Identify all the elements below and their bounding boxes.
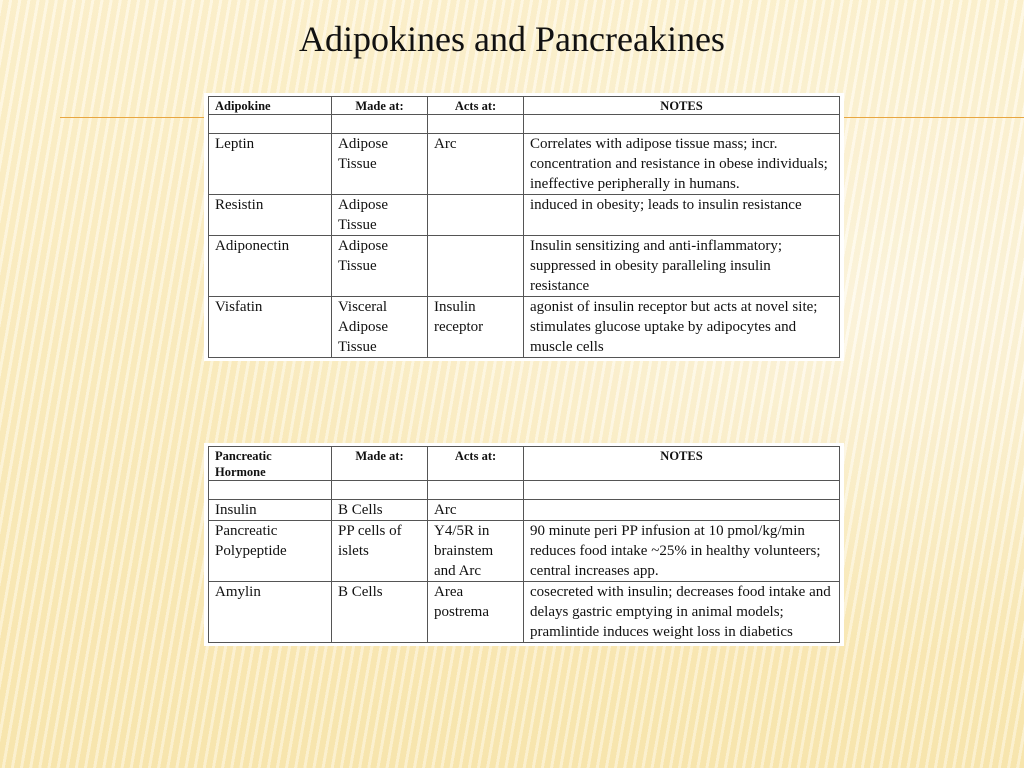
column-header: Pancreatic Hormone bbox=[209, 447, 332, 481]
column-header: Made at: bbox=[332, 447, 428, 481]
adipokine-table-panel bbox=[204, 93, 844, 361]
table-cell: B Cells bbox=[332, 500, 428, 521]
table-cell: Adipose Tissue bbox=[332, 236, 428, 297]
table-cell: Arc bbox=[428, 500, 524, 521]
table-header-row bbox=[209, 97, 840, 115]
column-header: NOTES bbox=[524, 447, 840, 481]
table-cell: Adipose Tissue bbox=[332, 134, 428, 195]
column-header: Acts at: bbox=[428, 97, 524, 115]
table-row bbox=[209, 500, 840, 521]
table-row bbox=[209, 521, 840, 582]
table-cell: 90 minute peri PP infusion at 10 pmol/kg/min reduces food intake ~25% in healthy volunteers; central increases app. bbox=[524, 521, 840, 582]
adipokine-table bbox=[208, 96, 840, 358]
table-cell: Resistin bbox=[209, 195, 332, 236]
table-cell: Insulin bbox=[209, 500, 332, 521]
table-row bbox=[209, 297, 840, 358]
table-cell: Arc bbox=[428, 134, 524, 195]
table-cell bbox=[524, 500, 840, 521]
table-spacer-row bbox=[209, 481, 840, 500]
table-spacer-row bbox=[209, 115, 840, 134]
column-header: Acts at: bbox=[428, 447, 524, 481]
pancreatic-table bbox=[208, 446, 840, 643]
slide-title: Adipokines and Pancreakines bbox=[299, 19, 725, 59]
table-header-row bbox=[209, 447, 840, 481]
table-row bbox=[209, 195, 840, 236]
table-cell: B Cells bbox=[332, 582, 428, 643]
column-header: Adipokine bbox=[209, 97, 332, 115]
table-cell: Visfatin bbox=[209, 297, 332, 358]
table-cell bbox=[428, 236, 524, 297]
table-row bbox=[209, 236, 840, 297]
table-cell: induced in obesity; leads to insulin resistance bbox=[524, 195, 840, 236]
table-cell: Y4/5R in brainstem and Arc bbox=[428, 521, 524, 582]
table-cell: agonist of insulin receptor but acts at novel site; stimulates glucose uptake by adipocytes and muscle cells bbox=[524, 297, 840, 358]
decorative-rule-right bbox=[844, 117, 1024, 118]
table-cell: Correlates with adipose tissue mass; incr. concentration and resistance in obese individuals; ineffective peripherally in humans. bbox=[524, 134, 840, 195]
column-header: Made at: bbox=[332, 97, 428, 115]
table-cell: Insulin sensitizing and anti-inflammatory; suppressed in obesity paralleling insulin resistance bbox=[524, 236, 840, 297]
column-header: NOTES bbox=[524, 97, 840, 115]
table-cell: PP cells of islets bbox=[332, 521, 428, 582]
table-cell: Area postrema bbox=[428, 582, 524, 643]
decorative-rule-left bbox=[60, 117, 204, 118]
table-cell: cosecreted with insulin; decreases food intake and delays gastric emptying in animal models; pramlintide induces weight loss in diabetics bbox=[524, 582, 840, 643]
table-cell: Leptin bbox=[209, 134, 332, 195]
table-row bbox=[209, 134, 840, 195]
table-cell: Pancreatic Polypeptide bbox=[209, 521, 332, 582]
table-cell: Adipose Tissue bbox=[332, 195, 428, 236]
table-row bbox=[209, 582, 840, 643]
table-cell: Insulin receptor bbox=[428, 297, 524, 358]
table-cell: Amylin bbox=[209, 582, 332, 643]
pancreatic-table-panel bbox=[204, 443, 844, 646]
table-cell: Visceral Adipose Tissue bbox=[332, 297, 428, 358]
table-cell bbox=[428, 195, 524, 236]
table-cell: Adiponectin bbox=[209, 236, 332, 297]
